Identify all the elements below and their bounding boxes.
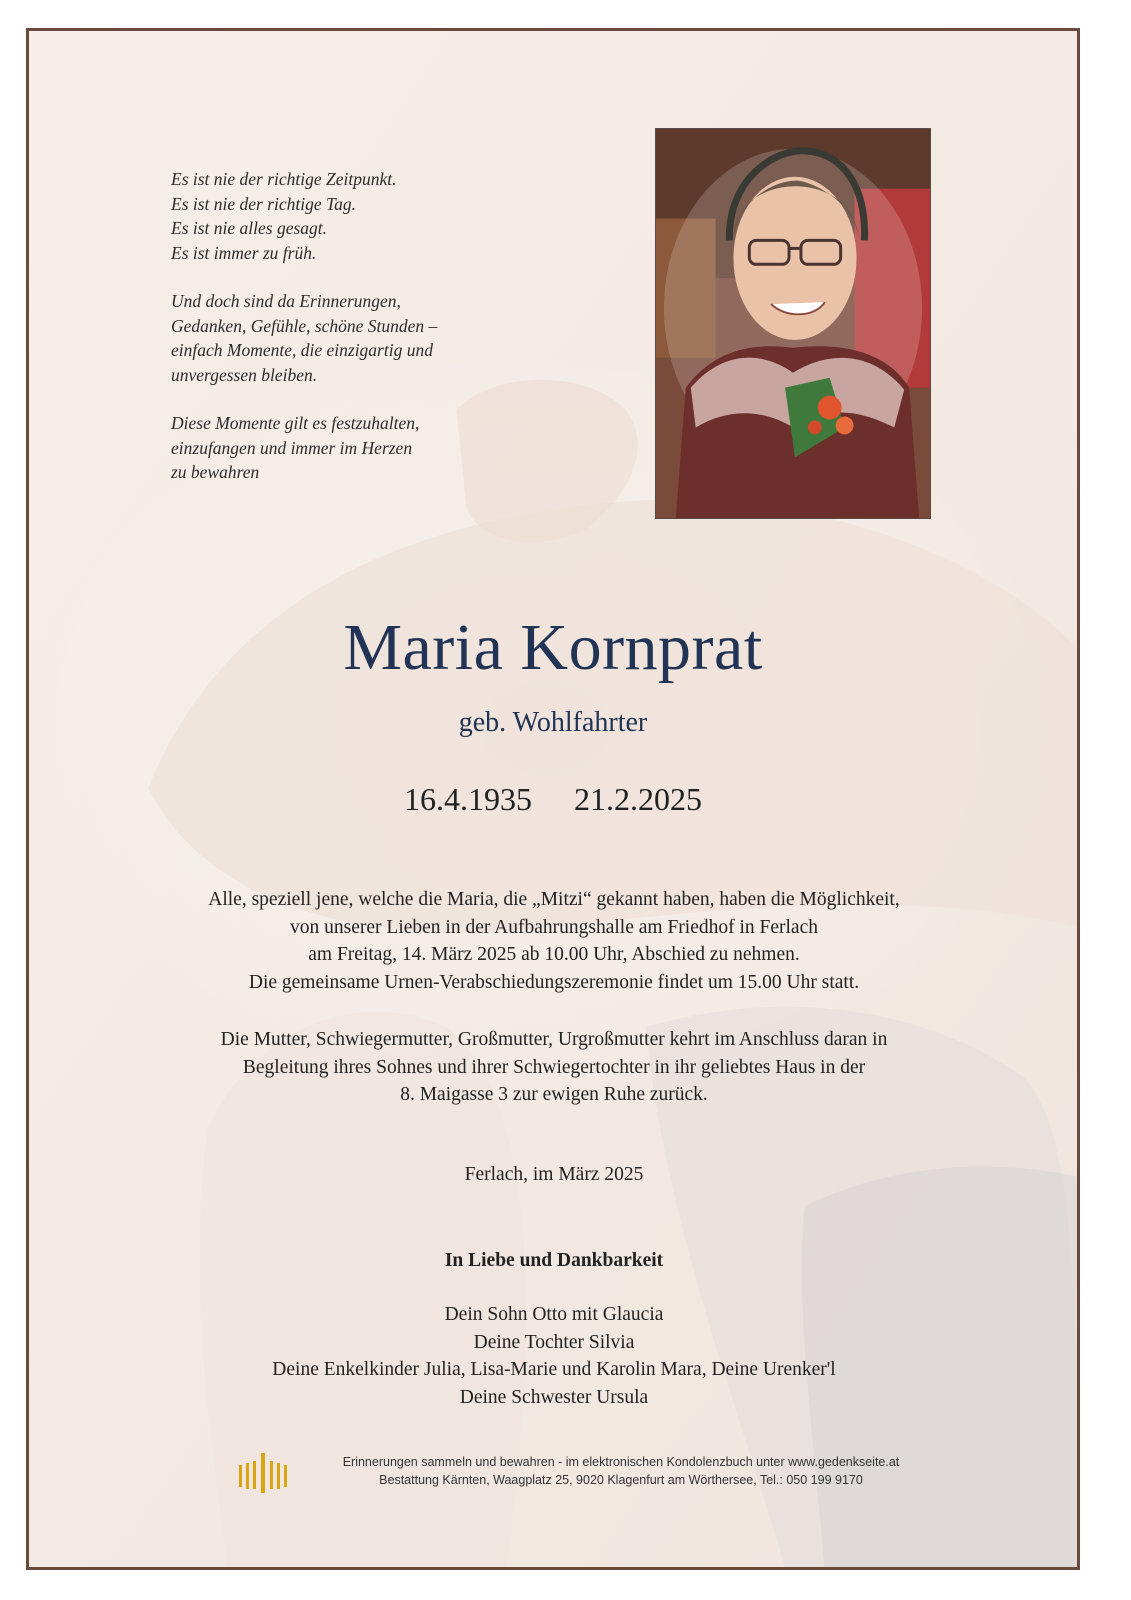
footer-line-condolence: Erinnerungen sammeln und bewahren - im elektronischen Kondolenzbuch unter www.gedenkseite.at	[342, 1455, 900, 1469]
announcement-line: Alle, speziell jene, welche die Maria, die „Mitzi“ gekannt haben, haben die Möglichkeit,	[208, 889, 900, 910]
death-date: 21.2.2025	[574, 781, 702, 817]
announcement-line: am Freitag, 14. März 2025 ab 10.00 Uhr, Abschied zu nehmen.	[308, 944, 800, 965]
poem-stanza-1	[171, 167, 571, 265]
announcement-line: von unserer Lieben in der Aufbahrungshalle am Friedhof in Ferlach	[290, 916, 818, 938]
candle-bars-logo-icon	[235, 1453, 291, 1493]
poem-stanza-3	[171, 411, 571, 485]
announcement-line: Die gemeinsame Urnen-Verabschiedungszeremonie findet um 15.00 Uhr statt.	[248, 971, 860, 993]
return-home-line: 8. Maigasse 3 zur ewigen Ruhe zurück.	[400, 1084, 708, 1105]
farewell-announcement	[69, 886, 1039, 996]
poem-line: Es ist nie alles gesagt.	[171, 218, 328, 238]
poem-line: unvergessen bleiben.	[171, 364, 318, 385]
maiden-name: geb. Wohlfahrter	[458, 707, 648, 738]
footer	[29, 1449, 1077, 1509]
poem-line: Gedanken, Gefühle, schöne Stunden –	[171, 315, 438, 336]
poem-line: einzufangen und immer im Herzen	[171, 437, 413, 458]
poem-line: Und doch sind da Erinnerungen,	[171, 291, 401, 311]
mourner-line: Deine Enkelkinder Julia, Lisa-Marie und Karolin Mara, Deine Urenker'l	[272, 1359, 836, 1380]
return-home-line: Begleitung ihres Sohnes und ihrer Schwiegertochter in ihr geliebtes Haus in der	[242, 1056, 866, 1078]
poem-line: Es ist immer zu früh.	[171, 242, 317, 263]
poem-line: Es ist nie der richtige Tag.	[171, 193, 357, 214]
mourner-line: Dein Sohn Otto mit Glaucia	[444, 1304, 664, 1325]
return-home-notice	[69, 1026, 1039, 1109]
portrait-photo	[655, 128, 931, 519]
place-and-date: Ferlach, im März 2025	[464, 1164, 644, 1185]
obituary-card	[26, 28, 1080, 1570]
birth-date: 16.4.1935	[404, 781, 532, 817]
closing-dedication: In Liebe und Dankbarkeit	[444, 1250, 664, 1271]
poem-line: Diese Momente gilt es festzuhalten,	[171, 413, 420, 433]
mourners-list	[69, 1301, 1039, 1411]
return-home-line: Die Mutter, Schwiegermutter, Großmutter, Urgroßmutter kehrt im Anschluss daran in	[220, 1029, 888, 1050]
poem-line: zu bewahren	[171, 462, 260, 482]
life-dates	[29, 781, 1077, 818]
poem-line: einfach Momente, die einzigartig und	[171, 340, 433, 360]
poem-stanza-2	[171, 289, 571, 387]
mourner-line: Deine Tochter Silvia	[473, 1331, 635, 1353]
deceased-name: Maria Kornprat	[343, 611, 763, 684]
mourner-line: Deine Schwester Ursula	[459, 1386, 649, 1408]
poem-line: Es ist nie der richtige Zeitpunkt.	[171, 169, 397, 189]
poem	[171, 167, 571, 509]
footer-text	[301, 1453, 941, 1489]
footer-line-address: Bestattung Kärnten, Waagplatz 25, 9020 Klagenfurt am Wörthersee, Tel.: 050 199 9170	[379, 1473, 863, 1487]
